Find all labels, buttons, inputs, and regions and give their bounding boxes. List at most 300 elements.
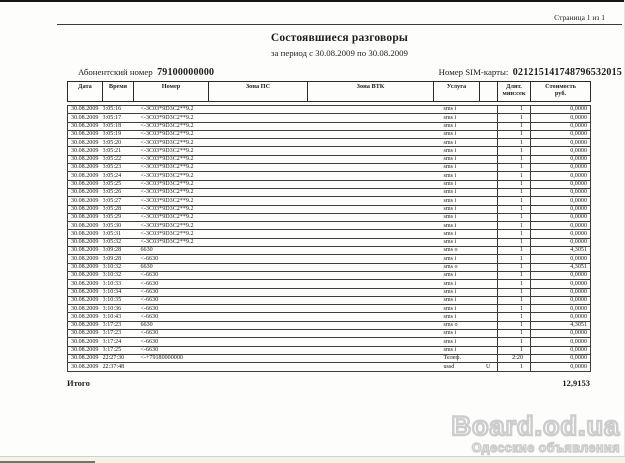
table-row — [68, 130, 591, 138]
cell-zone-vtk — [308, 222, 434, 230]
cell-date: 30.08.2009 — [68, 139, 103, 147]
cell-number: <-3C03*9D3C2**9.2 — [134, 164, 209, 172]
table-row — [68, 172, 591, 180]
cell-number: <-3C03*9D3C2**9.2 — [134, 130, 209, 138]
calls-table-header — [67, 81, 591, 102]
cell-flag — [480, 263, 498, 271]
cell-flag — [480, 106, 498, 114]
cell-flag: U — [480, 363, 498, 371]
cell-time: 3:17:23 — [103, 330, 134, 338]
cell-number: <-3C03*9D3C2**9.2 — [134, 238, 209, 246]
cell-duration: 1 — [498, 180, 531, 188]
cell-service: sms i — [434, 288, 480, 296]
cell-zone-ps — [209, 346, 308, 354]
cell-cost: 0,0000 — [531, 130, 591, 138]
cell-service: sms i — [434, 222, 480, 230]
cell-time: 3:10:32 — [103, 263, 134, 271]
cell-duration: 1 — [498, 305, 531, 313]
cell-cost: 0,0000 — [531, 271, 591, 279]
cell-time: 3:05:17 — [103, 114, 134, 122]
cell-duration: 1 — [498, 130, 531, 138]
cell-service: sms i — [434, 180, 480, 188]
table-row — [68, 188, 591, 196]
column-header-flag — [480, 82, 498, 102]
cell-number: <-6630 — [134, 288, 209, 296]
cell-cost: 0,0000 — [531, 363, 591, 371]
cell-flag — [480, 164, 498, 172]
cell-zone-ps — [209, 255, 308, 263]
table-row — [68, 313, 591, 321]
cell-service: sms i — [434, 114, 480, 122]
cell-duration: 1 — [498, 330, 531, 338]
cell-service: sms i — [434, 139, 480, 147]
table-row — [68, 147, 591, 155]
cell-zone-vtk — [308, 346, 434, 354]
cell-zone-ps — [209, 180, 308, 188]
cell-duration: 1 — [498, 338, 531, 346]
cell-zone-vtk — [308, 330, 434, 338]
cell-zone-vtk — [308, 363, 434, 371]
watermark — [451, 410, 620, 455]
cell-time: 3:05:31 — [103, 230, 134, 238]
table-row — [68, 164, 591, 172]
cell-zone-ps — [209, 238, 308, 246]
cell-number: <-3C03*9D3C2**9.2 — [134, 205, 209, 213]
cell-number: <-6630 — [134, 313, 209, 321]
cell-time: 3:05:30 — [103, 222, 134, 230]
cell-flag — [480, 188, 498, 196]
cell-duration: 1 — [498, 197, 531, 205]
cell-duration: 1 — [498, 280, 531, 288]
cell-flag — [480, 130, 498, 138]
cell-zone-ps — [209, 263, 308, 271]
cell-cost: 0,0000 — [531, 205, 591, 213]
cell-flag — [480, 238, 498, 246]
cell-service: sms i — [434, 338, 480, 346]
cell-flag — [480, 114, 498, 122]
cell-date: 30.08.2009 — [68, 106, 103, 114]
cell-zone-ps — [209, 363, 308, 371]
subscriber-number — [78, 67, 214, 78]
cell-zone-vtk — [308, 247, 434, 255]
cell-service: sms i — [434, 155, 480, 163]
cell-time: 3:05:26 — [103, 188, 134, 196]
cell-time: 3:10:33 — [103, 280, 134, 288]
cell-service: Телеф. — [434, 354, 480, 362]
totals-row — [67, 378, 590, 388]
cell-service: sms i — [434, 213, 480, 221]
cell-duration: 1 — [498, 147, 531, 155]
table-row — [68, 180, 591, 188]
cell-date: 30.08.2009 — [68, 238, 103, 246]
cell-number: <-3C03*9D3C2**9.2 — [134, 114, 209, 122]
cell-cost: 4,3051 — [531, 321, 591, 329]
cell-zone-ps — [209, 296, 308, 304]
cell-zone-vtk — [308, 205, 434, 213]
cell-number: 6630 — [134, 263, 209, 271]
cell-zone-vtk — [308, 172, 434, 180]
cell-time: 3:09:28 — [103, 255, 134, 263]
table-row — [68, 213, 591, 221]
cell-cost: 0,0000 — [531, 213, 591, 221]
cell-duration: 1 — [498, 164, 531, 172]
table-row — [68, 114, 591, 122]
table-row — [68, 139, 591, 147]
cell-date: 30.08.2009 — [68, 155, 103, 163]
cell-time: 3:05:20 — [103, 139, 134, 147]
cell-date: 30.08.2009 — [68, 313, 103, 321]
cell-time: 3:05:29 — [103, 213, 134, 221]
cell-date: 30.08.2009 — [68, 122, 103, 130]
sim-number-label: Номер SIM-карты: — [438, 67, 509, 77]
cell-flag — [480, 296, 498, 304]
column-header-zone-vtk: Зона ВТК — [308, 82, 434, 102]
cell-flag — [480, 354, 498, 362]
cell-date: 30.08.2009 — [68, 305, 103, 313]
cell-duration: 1 — [498, 296, 531, 304]
cell-zone-ps — [209, 164, 308, 172]
cell-time: 3:10:43 — [103, 313, 134, 321]
cell-time: 3:09:28 — [103, 247, 134, 255]
cell-date: 30.08.2009 — [68, 164, 103, 172]
cell-service: sms o — [434, 321, 480, 329]
cell-service: ussd — [434, 363, 480, 371]
cell-cost: 0,0000 — [531, 305, 591, 313]
sim-number — [439, 67, 622, 78]
cell-cost: 0,0000 — [531, 313, 591, 321]
cell-date: 30.08.2009 — [68, 213, 103, 221]
cell-zone-vtk — [308, 213, 434, 221]
calls-table-body — [68, 106, 591, 372]
cell-time: 3:10:34 — [103, 288, 134, 296]
cell-zone-ps — [209, 114, 308, 122]
cell-date: 30.08.2009 — [68, 197, 103, 205]
cell-cost: 0,0000 — [531, 330, 591, 338]
cell-zone-ps — [209, 288, 308, 296]
cell-zone-ps — [209, 313, 308, 321]
cell-flag — [480, 213, 498, 221]
cell-zone-vtk — [308, 313, 434, 321]
column-header-zone-ps: Зона ПС — [209, 82, 308, 102]
cell-number: <-3C03*9D3C2**9.2 — [134, 180, 209, 188]
cell-service: sms i — [434, 346, 480, 354]
cell-date: 30.08.2009 — [68, 147, 103, 155]
cell-date: 30.08.2009 — [68, 130, 103, 138]
column-header-time: Время — [103, 82, 134, 102]
cell-zone-ps — [209, 354, 308, 362]
cell-zone-vtk — [308, 321, 434, 329]
cell-number: <-3C03*9D3C2**9.2 — [134, 155, 209, 163]
table-row — [68, 321, 591, 329]
account-numbers-row — [57, 67, 622, 78]
watermark-brand: Board.od.ua — [451, 410, 620, 441]
table-row — [68, 205, 591, 213]
cell-service: sms i — [434, 255, 480, 263]
cell-cost: 0,0000 — [531, 180, 591, 188]
cell-flag — [480, 346, 498, 354]
cell-cost: 0,0000 — [531, 346, 591, 354]
cell-zone-ps — [209, 172, 308, 180]
cell-cost: 0,0000 — [531, 255, 591, 263]
cell-service: sms i — [434, 122, 480, 130]
cell-number: <-+79180000000 — [134, 354, 209, 362]
cell-zone-vtk — [308, 296, 434, 304]
cell-service: sms i — [434, 238, 480, 246]
cell-date: 30.08.2009 — [68, 271, 103, 279]
cell-time: 22:27:30 — [103, 354, 134, 362]
cell-zone-ps — [209, 280, 308, 288]
subscriber-number-label: Абонентский номер — [78, 67, 153, 77]
table-row — [68, 222, 591, 230]
cell-service: sms i — [434, 271, 480, 279]
cell-duration: 1 — [498, 172, 531, 180]
cell-date: 30.08.2009 — [68, 321, 103, 329]
cell-time: 3:10:36 — [103, 305, 134, 313]
cell-cost: 0,0000 — [531, 222, 591, 230]
cell-date: 30.08.2009 — [68, 346, 103, 354]
watermark-tagline: Одесские объявления — [471, 440, 620, 455]
cell-time: 3:05:21 — [103, 147, 134, 155]
cell-time: 3:05:27 — [103, 197, 134, 205]
cell-zone-vtk — [308, 230, 434, 238]
cell-flag — [480, 330, 498, 338]
cell-date: 30.08.2009 — [68, 330, 103, 338]
cell-cost: 0,0000 — [531, 139, 591, 147]
cell-flag — [480, 172, 498, 180]
table-row — [68, 363, 591, 371]
cell-zone-vtk — [308, 130, 434, 138]
table-row — [68, 271, 591, 279]
cell-flag — [480, 288, 498, 296]
cell-date: 30.08.2009 — [68, 296, 103, 304]
table-row — [68, 354, 591, 362]
cell-zone-ps — [209, 147, 308, 155]
cell-service: sms i — [434, 230, 480, 238]
cell-date: 30.08.2009 — [68, 263, 103, 271]
cell-service: sms o — [434, 263, 480, 271]
cell-flag — [480, 122, 498, 130]
cell-date: 30.08.2009 — [68, 205, 103, 213]
total-value: 12,9153 — [562, 377, 590, 388]
cell-service: sms o — [434, 247, 480, 255]
cell-duration: 1 — [498, 139, 531, 147]
column-header-duration: Длит. мин:сек — [498, 82, 531, 102]
cell-flag — [480, 222, 498, 230]
cell-zone-vtk — [308, 338, 434, 346]
cell-duration: 1 — [498, 271, 531, 279]
cell-cost: 0,0000 — [531, 114, 591, 122]
cell-zone-ps — [209, 321, 308, 329]
cell-cost: 0,0000 — [531, 354, 591, 362]
cell-zone-vtk — [308, 139, 434, 147]
cell-zone-vtk — [308, 280, 434, 288]
table-row — [68, 296, 591, 304]
cell-number: <-3C03*9D3C2**9.2 — [134, 139, 209, 147]
cell-duration: 1 — [498, 222, 531, 230]
cell-time: 3:10:32 — [103, 271, 134, 279]
cell-zone-vtk — [308, 188, 434, 196]
cell-time: 3:05:22 — [103, 155, 134, 163]
table-row — [68, 330, 591, 338]
cell-flag — [480, 280, 498, 288]
subscriber-number-value: 79100000000 — [157, 67, 215, 78]
cell-zone-ps — [209, 205, 308, 213]
cell-number: <-6630 — [134, 280, 209, 288]
cell-flag — [480, 313, 498, 321]
cell-zone-vtk — [308, 122, 434, 130]
cell-zone-ps — [209, 130, 308, 138]
cell-number: <-3C03*9D3C2**9.2 — [134, 213, 209, 221]
cell-number: <-6630 — [134, 296, 209, 304]
cell-zone-ps — [209, 106, 308, 114]
cell-time: 3:05:23 — [103, 164, 134, 172]
cell-zone-ps — [209, 305, 308, 313]
column-header-cost: Стоимость руб. — [531, 82, 591, 102]
cell-cost: 0,0000 — [531, 172, 591, 180]
cell-duration: 1 — [498, 255, 531, 263]
cell-time: 3:17:23 — [103, 321, 134, 329]
cell-duration: 1 — [498, 238, 531, 246]
table-row — [68, 255, 591, 263]
cell-duration: 1 — [498, 106, 531, 114]
column-header-number: Номер — [134, 82, 209, 102]
column-header-date: Дата — [68, 82, 103, 102]
cell-duration: 1 — [498, 247, 531, 255]
header-row — [68, 82, 591, 102]
cell-duration: 1 — [498, 122, 531, 130]
cell-zone-vtk — [308, 271, 434, 279]
cell-time: 3:05:24 — [103, 172, 134, 180]
cell-number: <-3C03*9D3C2**9.2 — [134, 197, 209, 205]
cell-zone-vtk — [308, 238, 434, 246]
cell-date: 30.08.2009 — [68, 363, 103, 371]
cell-zone-vtk — [308, 305, 434, 313]
cell-duration: 2:20 — [498, 354, 531, 362]
cell-cost: 0,0000 — [531, 122, 591, 130]
cell-date: 30.08.2009 — [68, 288, 103, 296]
cell-number: <-3C03*9D3C2**9.2 — [134, 147, 209, 155]
cell-time: 3:05:16 — [103, 106, 134, 114]
cell-number: <-3C03*9D3C2**9.2 — [134, 222, 209, 230]
cell-zone-vtk — [308, 155, 434, 163]
cell-date: 30.08.2009 — [68, 172, 103, 180]
scan-top-edge — [0, 0, 625, 2]
cell-date: 30.08.2009 — [68, 114, 103, 122]
cell-time: 3:05:19 — [103, 130, 134, 138]
cell-service: sms i — [434, 197, 480, 205]
cell-zone-ps — [209, 155, 308, 163]
cell-service: sms i — [434, 305, 480, 313]
cell-date: 30.08.2009 — [68, 180, 103, 188]
table-row — [68, 305, 591, 313]
cell-time: 3:05:32 — [103, 238, 134, 246]
cell-number: <-6630 — [134, 346, 209, 354]
cell-duration: 1 — [498, 155, 531, 163]
cell-service: sms i — [434, 106, 480, 114]
cell-flag — [480, 321, 498, 329]
cell-flag — [480, 205, 498, 213]
cell-zone-vtk — [308, 197, 434, 205]
cell-cost: 0,0000 — [531, 338, 591, 346]
cell-cost: 4,3051 — [531, 263, 591, 271]
cell-number: <-6630 — [134, 255, 209, 263]
table-row — [68, 122, 591, 130]
cell-number: <-3C03*9D3C2**9.2 — [134, 122, 209, 130]
cell-service: sms i — [434, 205, 480, 213]
cell-cost: 0,0000 — [531, 230, 591, 238]
cell-service: sms i — [434, 296, 480, 304]
cell-number: <-3C03*9D3C2**9.2 — [134, 188, 209, 196]
cell-cost: 0,0000 — [531, 280, 591, 288]
cell-flag — [480, 338, 498, 346]
cell-flag — [480, 180, 498, 188]
cell-cost: 0,0000 — [531, 155, 591, 163]
cell-zone-ps — [209, 122, 308, 130]
report-title: Состоявшиеся разговоры — [270, 32, 409, 44]
cell-time: 3:05:18 — [103, 122, 134, 130]
cell-cost: 0,0000 — [531, 288, 591, 296]
cell-cost: 0,0000 — [531, 164, 591, 172]
cell-date: 30.08.2009 — [68, 354, 103, 362]
cell-date: 30.08.2009 — [68, 255, 103, 263]
cell-zone-vtk — [308, 255, 434, 263]
cell-time: 22:37:48 — [103, 363, 134, 371]
cell-time: 3:10:35 — [103, 296, 134, 304]
cell-time: 3:05:28 — [103, 205, 134, 213]
cell-zone-ps — [209, 271, 308, 279]
table-row — [68, 247, 591, 255]
cell-flag — [480, 255, 498, 263]
cell-zone-vtk — [308, 147, 434, 155]
cell-flag — [480, 197, 498, 205]
cell-service: sms i — [434, 330, 480, 338]
table-row — [68, 155, 591, 163]
cell-zone-ps — [209, 338, 308, 346]
table-row — [68, 280, 591, 288]
cell-number: <-6630 — [134, 330, 209, 338]
cell-zone-ps — [209, 230, 308, 238]
cell-service: sms i — [434, 164, 480, 172]
cell-number: <-6630 — [134, 305, 209, 313]
header-rule — [57, 24, 622, 25]
cell-cost: 0,0000 — [531, 188, 591, 196]
cell-time: 3:17:24 — [103, 338, 134, 346]
cell-number: <-3C03*9D3C2**9.2 — [134, 230, 209, 238]
calls-table — [67, 105, 591, 372]
cell-service: sms i — [434, 280, 480, 288]
cell-date: 30.08.2009 — [68, 247, 103, 255]
cell-service: sms i — [434, 147, 480, 155]
cell-zone-ps — [209, 247, 308, 255]
cell-flag — [480, 305, 498, 313]
cell-zone-ps — [209, 197, 308, 205]
cell-zone-vtk — [308, 164, 434, 172]
cell-duration: 1 — [498, 346, 531, 354]
cell-zone-vtk — [308, 288, 434, 296]
page-indicator: Страница 1 из 1 — [554, 13, 605, 22]
report-period: за период с 30.08.2009 по 30.08.2009 — [271, 48, 408, 58]
cell-number — [134, 363, 209, 371]
cell-zone-ps — [209, 222, 308, 230]
cell-number: <-3C03*9D3C2**9.2 — [134, 172, 209, 180]
cell-cost: 0,0000 — [531, 296, 591, 304]
cell-number: 6630 — [134, 247, 209, 255]
report-page — [57, 13, 622, 388]
cell-duration: 1 — [498, 321, 531, 329]
cell-cost: 0,0000 — [531, 238, 591, 246]
cell-duration: 1 — [498, 230, 531, 238]
cell-number: <-6630 — [134, 271, 209, 279]
